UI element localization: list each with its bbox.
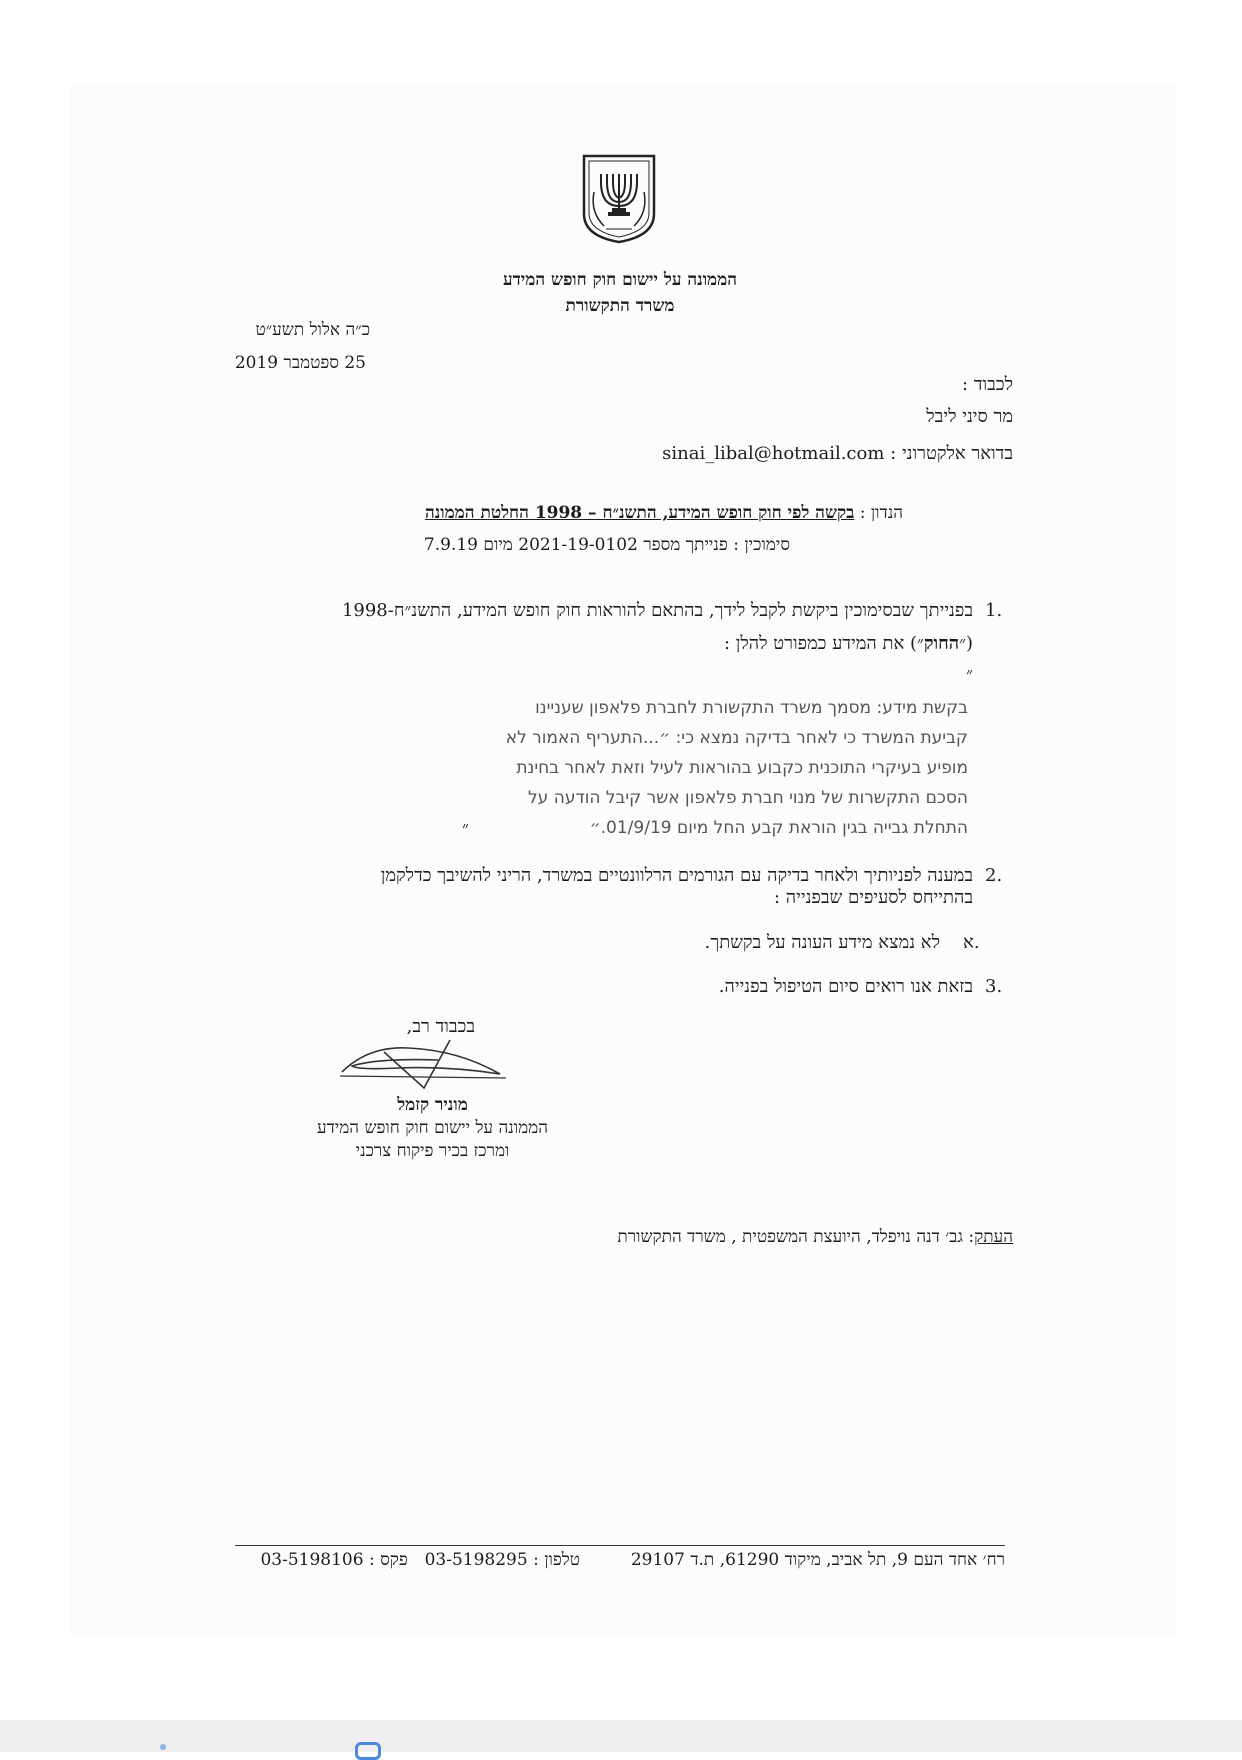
subject-text: בקשה לפי חוק חופש המידע, התשנ״ח – 1998 החלטת הממונה: [424, 503, 855, 523]
reference-date: מיום 7.9.19: [423, 535, 513, 555]
item-3-text: בזאת אנו רואים סיום הטיפול בפנייה.: [718, 976, 973, 997]
footer-line: [235, 1550, 1005, 1570]
closing-greeting: בכבוד רב,: [406, 1016, 475, 1037]
item-3-number: 3.: [985, 976, 1003, 997]
item-2-line-2: בהתייחס לסעיפים שבפנייה :: [773, 887, 973, 908]
ministry-name: משרד התקשורת: [565, 296, 675, 316]
quote-line-5: התחלת גבייה בגין הוראת קבע החל מיום 01/9/19.״: [589, 818, 968, 838]
item-2-number: 2.: [985, 865, 1003, 886]
quote-line-3: מופיע בעיקרי התוכנית כקבוע בהוראות לעיל וזאת לאחר בחינת: [516, 758, 968, 778]
handwritten-signature: [338, 1036, 508, 1096]
state-emblem-icon: [580, 152, 658, 248]
reference-label: סימוכין : פנייתך מספר: [643, 535, 790, 555]
quote-line-4: הסכם התקשרות של מנוי חברת פלאפון אשר קיבל הודעה על: [528, 788, 968, 808]
subject-line: [300, 503, 903, 523]
footer-divider: [235, 1545, 1005, 1546]
quote-line-2: קביעת המשרד כי לאחר בדיקה נמצא כי: ״...התעריף האמור לא: [505, 728, 968, 748]
signatory-role-2: ומרכז בכיר פיקוח צרכני: [355, 1141, 510, 1161]
toolbar-button-icon[interactable]: [355, 1742, 381, 1760]
law-term: החוק: [923, 633, 960, 654]
item-1-number: 1.: [985, 600, 1003, 621]
item-1-line-2: (״החוק״) את המידע כמפורט להלן :: [723, 633, 973, 654]
recipient-name: מר סיני ליבל: [926, 406, 1013, 427]
office-title: הממונה על יישום חוק חופש המידע: [503, 270, 737, 290]
hebrew-date: כ״ה אלול תשע״ט: [255, 320, 370, 340]
quote-close-mark: ״: [462, 818, 469, 839]
reference-line: [360, 535, 790, 555]
recipient-email-line: [600, 443, 1013, 464]
footer-fax: פקס : 03-5198106: [260, 1550, 408, 1570]
letter-page: [70, 85, 1175, 1635]
item-1-line-1: בפנייתך שבסימוכין ביקשת לקבל לידך, בהתאם להוראות חוק חופש המידע, התשנ״ח-1998: [341, 600, 973, 621]
footer-address: רח׳ אחד העם 9, תל אביב, מיקוד 61290, ת.ד 29107: [630, 1550, 1005, 1570]
signatory-name: מוניר קזמל: [397, 1095, 468, 1115]
quote-line-1: בקשת מידע: מסמך משרד התקשורת לחברת פלאפון שעניינו: [535, 698, 968, 718]
gregorian-date: 25 ספטמבר 2019: [234, 353, 366, 373]
recipient-to: לכבוד :: [962, 374, 1013, 395]
subject-label: הנדון :: [859, 503, 903, 523]
item-2-line-1: במענה לפניותיך ולאחר בדיקה עם הגורמים הרלוונטיים במשרד, הריני להשיבך כדלקמן: [380, 865, 973, 886]
cc-line: [500, 1227, 1013, 1247]
email-label: בדואר אלקטרוני :: [890, 443, 1013, 464]
cc-text: : גב׳ דנה נויפלד, היועצת המשפטית , משרד התקשורת: [617, 1227, 975, 1247]
quote-open-mark: ״: [966, 664, 973, 685]
cc-label: העתק: [974, 1227, 1013, 1247]
recipient-email: sinai_libal@hotmail.com: [662, 443, 885, 464]
signatory-role-1: הממונה על יישום חוק חופש המידע: [316, 1118, 549, 1138]
viewer-toolbar: [0, 1720, 1242, 1752]
footer-phone: טלפון : 03-5198295: [424, 1550, 581, 1570]
item-2a-text: לא נמצא מידע העונה על בקשתך.: [704, 932, 940, 953]
toolbar-dot-icon[interactable]: [160, 1744, 166, 1750]
item-2a-letter: א.: [963, 932, 980, 953]
reference-number: 2021-19-0102: [518, 535, 638, 555]
